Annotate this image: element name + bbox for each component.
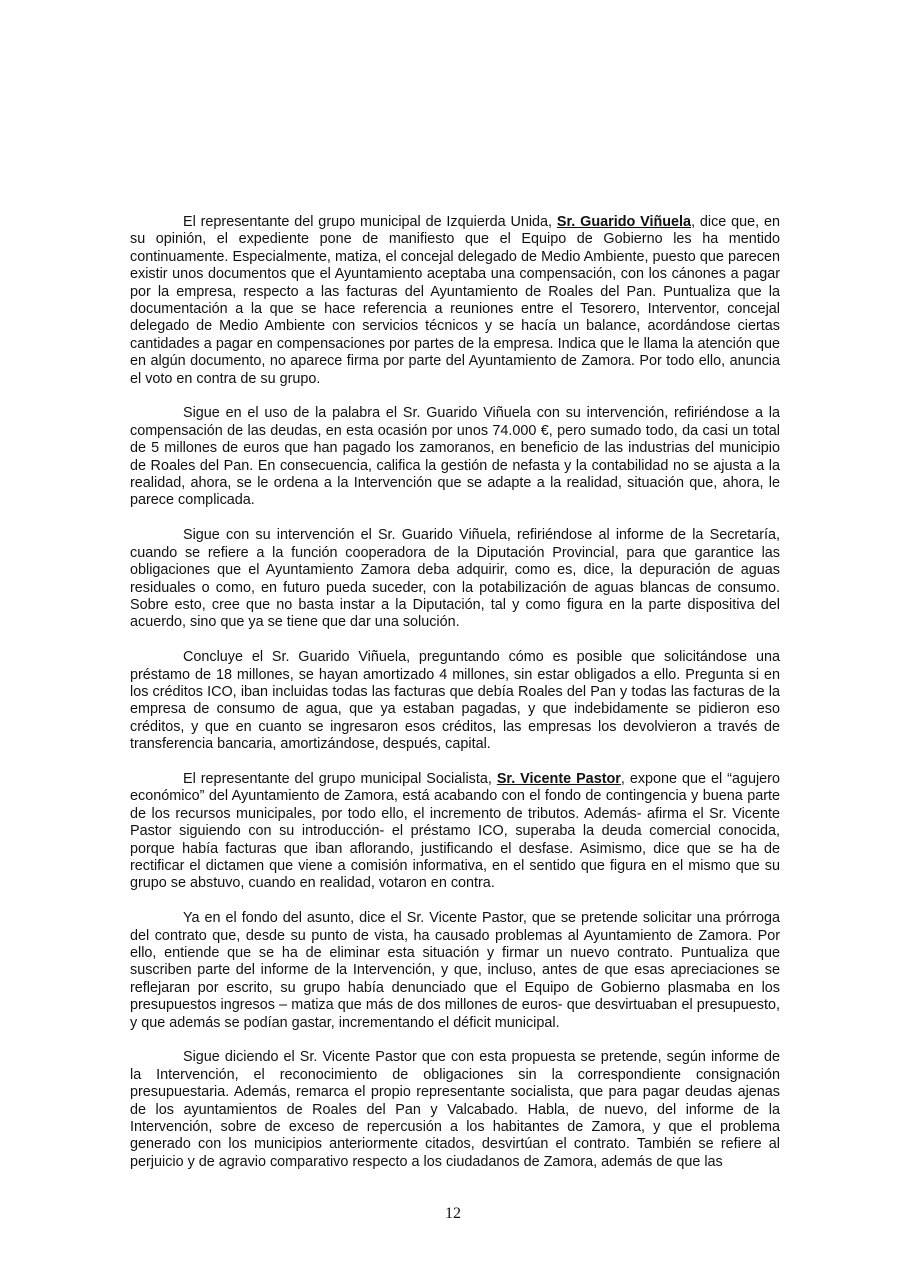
paragraph-lead-text: El representante del grupo municipal Socialista, <box>183 770 497 787</box>
body-text <box>130 214 780 1171</box>
paragraph-prorroga-contrato: Ya en el fondo del asunto, dice el Sr. Vicente Pastor, que se pretende solicitar una prórroga del contrato que, desde su punto de vista, ha causado problemas al Ayuntamiento de Zamora. Por ello, entiende que se ha de eliminar esta situación y firmar un nuevo contrato. Puntualiza que suscriben parte del informe de la Intervención, y que, incluso, antes de que esas apreciaciones se reflejaran por escrito, su grupo había denunciado que el Equipo de Gobierno plasmaba en los presupuestos ingresos – matiza que más de dos millones de euros- que desvirtuaban el presupuesto, y que además se podían gastar, incrementando el déficit municipal. <box>130 910 780 1031</box>
paragraph-lead-text: El representante del grupo municipal de Izquierda Unida, <box>183 214 557 230</box>
speaker-name-vicente: Sr. Vicente Pastor <box>496 770 621 787</box>
paragraph-reconocimiento-obligaciones: Sigue diciendo el Sr. Vicente Pastor que con esta propuesta se pretende, según informe de la Intervención, el reconocimiento de obligaciones sin la correspondiente consignación presupuestaria. Además, remarca el propio representante socialista, que para pagar deudas ajenas de los ayuntamientos de Roales del Pan y Valcabado. Habla, de nuevo, del informe de la Intervención, sobre de exceso de repercusión a los habitantes de Zamora, y que el problema generado con los municipios anteriormente citados, desvirtúan el contrato. También se refiere al perjuicio y de agravio comparativo respecto a los ciudadanos de Zamora, además de que las <box>130 1049 780 1170</box>
paragraph-prestamo-creditos-ico: Concluye el Sr. Guarido Viñuela, preguntando cómo es posible que solicitándose una préstamo de 18 millones, se hayan amortizado 4 millones, sin estar obligados a ello. Pregunta si en los créditos ICO, iban incluidas todas las facturas que debía Roales del Pan y todas las facturas de la empresa de consumo de agua, que ya estaban pagadas, y que indebidamente se pidieron eso créditos, y que en cuanto se ingresaron esos créditos, las empresas los devolvieron a través de transferencia bancaria, amortizándose, después, capital. <box>130 649 780 753</box>
page-number: 12 <box>445 1205 461 1222</box>
paragraph-guarido-intro <box>130 214 780 388</box>
paragraph-compensacion-deudas: Sigue en el uso de la palabra el Sr. Guarido Viñuela con su intervención, refiriéndose a la compensación de las deudas, en esta ocasión por unos 74.000 €, pero sumado todo, da casi un total de 5 millones de euros que han pagado los zamoranos, en beneficio de las industrias del municipio de Roales del Pan. En consecuencia, califica la gestión de nefasta y la contabilidad no se ajusta a la realidad, ahora, se le ordena a la Intervención que se adapte a la realidad, situación que, ahora, le parece complicada. <box>130 405 780 509</box>
paragraph-body-text: , expone que el “agujero económico” del Ayuntamiento de Zamora, está acabando con el fondo de contingencia y buena parte de los recursos municipales, por todo ello, el incremento de tributos. Además- afirma el Sr. Vicente Pastor siguiendo con su introducción- el préstamo ICO, superaba la deuda comercial conocida, porque había facturas que iban aflorando, justificando el desfase. Asimismo, dice que se ha de rectificar el dictamen que viene a comisión informativa, en el sentido que figura en el mismo que su grupo se abstuvo, cuando en realidad, votaron en contra. <box>130 770 780 892</box>
paragraph-vicente-intro <box>130 771 780 893</box>
paragraph-body-text: , dice que, en su opinión, el expediente pone de manifiesto que el Equipo de Gobierno les ha mentido continuamente. Especialmente, matiza, el concejal delegado de Medio Ambiente, puesto que parecen existir unos documentos que el Ayuntamiento aceptaba una compensación, con los cánones a pagar por la empresa, respecto a las facturas del Ayuntamiento de Roales del Pan. Puntualiza que la documentación a la que se hace referencia a reuniones entre el Tesorero, Interventor, concejal delegado de Medio Ambiente con servicios técnicos y se hacía un balance, acordándose ciertas cantidades a pagar en compensaciones por partes de la empresa. Indica que le llama la atención que en algún documento, no aparece firma por parte del Ayuntamiento de Zamora. Por todo ello, anuncia el voto en contra de su grupo. <box>130 214 780 387</box>
speaker-name-guarido: Sr. Guarido Viñuela <box>556 214 692 230</box>
paragraph-informe-secretaria: Sigue con su intervención el Sr. Guarido Viñuela, refiriéndose al informe de la Secretaría, cuando se refiere a la función cooperadora de la Diputación Provincial, para que garantice las obligaciones que el Ayuntamiento Zamora deba adquirir, como es, dice, la depuración de aguas residuales o como, en futuro pueda suceder, con la potabilización de aguas blancas de consumo. Sobre esto, cree que no basta instar a la Diputación, tal y como figura en la parte dispositiva del acuerdo, sino que ya se tiene que dar una solución. <box>130 527 780 631</box>
